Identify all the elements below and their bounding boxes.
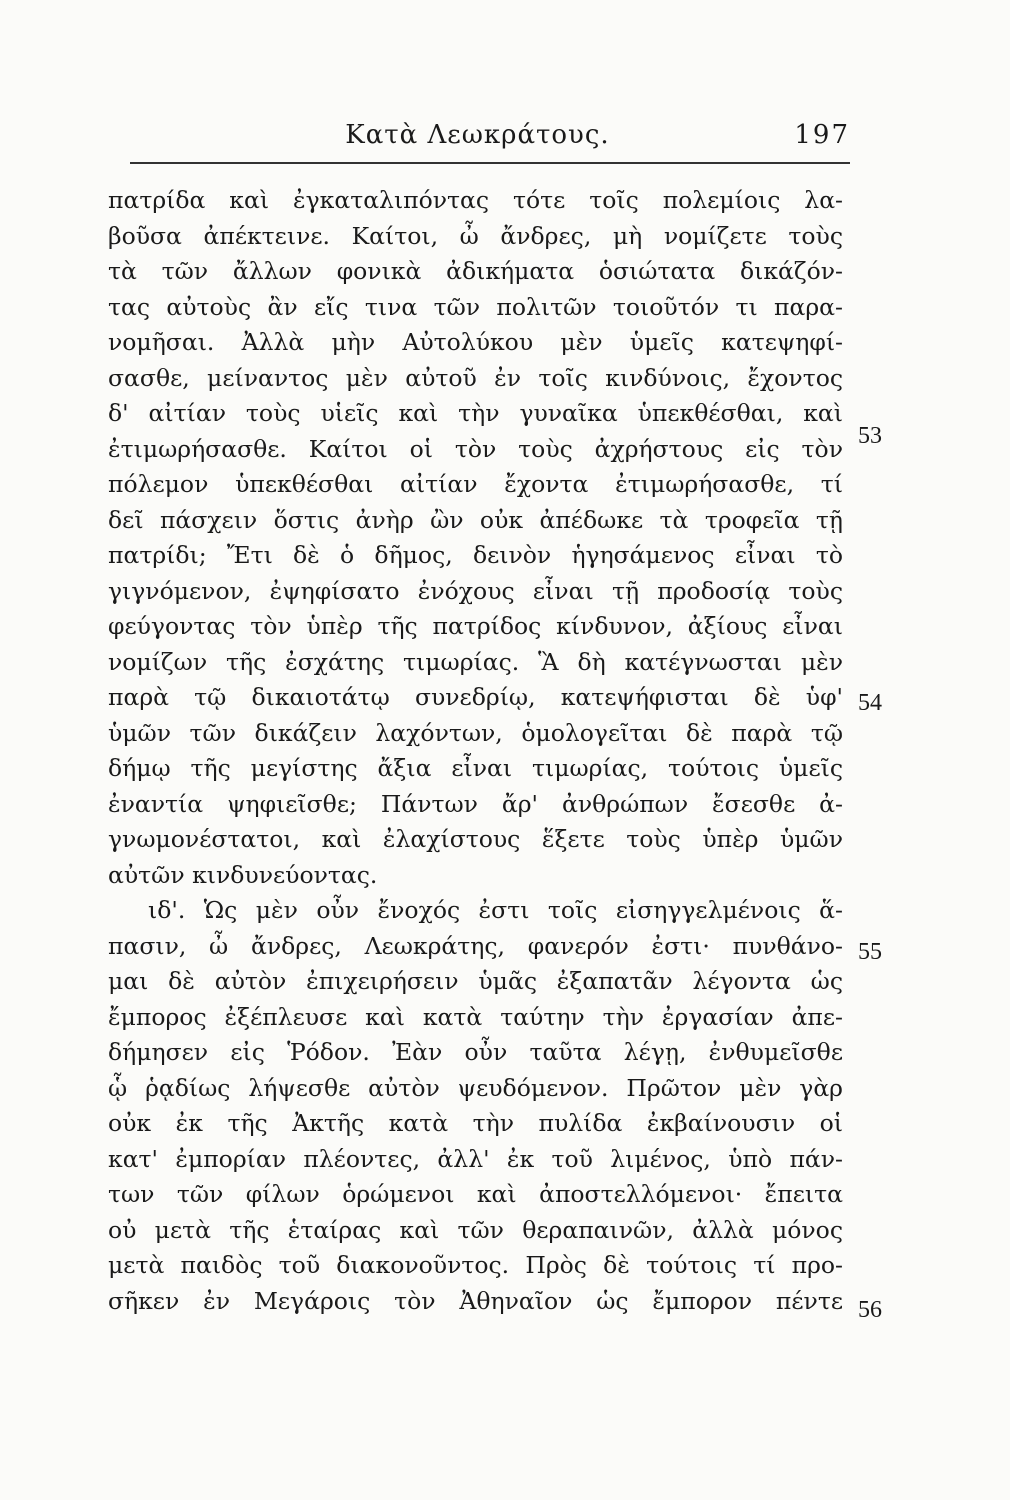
text-line: μετὰ παιδὸς τοῦ διακονοῦντος. Πρὸς δὲ τούτοις τί προ-	[108, 1251, 843, 1279]
text-line: δεῖ πάσχειν ὅστις ἀνὴρ ὢν οὐκ ἀπέδωκε τὰ τροφεῖα τῇ	[108, 505, 843, 534]
text-line: φεύγοντας τὸν ὑπὲρ τῆς πατρίδος κίνδυνον, ἀξίους εἶναι	[108, 612, 843, 640]
body-text	[108, 183, 843, 1319]
text-line: ἐναντία ψηφιεῖσθε; Πάντων ἄρ' ἀνθρώπων ἔσεσθε ἀ-	[108, 789, 843, 818]
text-line: κατ' ἐμπορίαν πλέοντες, ἀλλ' ἐκ τοῦ λιμένος, ὑπὸ πάν-	[108, 1144, 843, 1173]
running-header	[105, 120, 850, 160]
text-line: ᾧ ῥᾳδίως λήψεσθε αὐτὸν ψευδόμενον. Πρῶτον μὲν γὰρ	[108, 1073, 843, 1102]
section-number-56: 56	[858, 1297, 882, 1323]
section-number-54: 54	[858, 690, 882, 716]
text-line: νομῆσαι. Ἀλλὰ μὴν Αὐτολύκου μὲν ὑμεῖς κατεψηφί-	[108, 328, 843, 356]
text-line: πατρίδα καὶ ἐγκαταλιπόντας τότε τοῖς πολεμίοις λα-	[108, 186, 843, 214]
text-line: των τῶν φίλων ὁρώμενοι καὶ ἀποστελλόμενοι· ἔπειτα	[108, 1180, 843, 1208]
text-line: δήμησεν εἰς Ῥόδον. Ἐὰν οὖν ταῦτα λέγῃ, ἐνθυμεῖσθε	[108, 1038, 843, 1066]
text-line: γνωμονέστατοι, καὶ ἐλαχίστους ἕξετε τοὺς ὑπὲρ ὑμῶν	[108, 825, 843, 853]
text-line: ἔμπορος ἐξέπλευσε καὶ κατὰ ταύτην τὴν ἐργασίαν ἀπε-	[108, 1002, 843, 1031]
text-line: σῆκεν ἐν Μεγάροις τὸν Ἀθηναῖον ὡς ἔμπορον πέντε	[108, 1286, 843, 1315]
header-rule	[130, 162, 850, 164]
text-line: τὰ τῶν ἄλλων φονικὰ ἀδικήματα ὁσιώτατα δικάζόν-	[108, 257, 843, 285]
text-line: παρὰ τῷ δικαιοτάτῳ συνεδρίῳ, κατεψήφισται δὲ ὑφ'	[108, 683, 843, 711]
text-line: πασιν, ὦ ἄνδρες, Λεωκράτης, φανερόν ἐστι· πυνθάνο-	[108, 931, 843, 960]
text-line: πατρίδι; Ἔτι δὲ ὁ δῆμος, δεινὸν ἡγησάμενος εἶναι τὸ	[108, 541, 843, 569]
text-line: μαι δὲ αὐτὸν ἐπιχειρήσειν ὑμᾶς ἐξαπατᾶν λέγοντα ὡς	[108, 967, 843, 995]
page-number: 197	[794, 120, 850, 150]
text-line: σασθε, μείναντος μὲν αὐτοῦ ἐν τοῖς κινδύνοις, ἔχοντος	[108, 363, 843, 392]
text-line: βοῦσα ἀπέκτεινε. Καίτοι, ὦ ἄνδρες, μὴ νομίζετε τοὺς	[108, 221, 843, 250]
running-title: Κατὰ Λεωκράτους.	[345, 120, 610, 150]
text-line: οὐ μετὰ τῆς ἑταίρας καὶ τῶν θεραπαινῶν, ἀλλὰ μόνος	[108, 1215, 843, 1244]
text-line: τας αὐτοὺς ἂν εἴς τινα τῶν πολιτῶν τοιοῦτόν τι παρα-	[108, 292, 843, 321]
text-line: ἐτιμωρήσασθε. Καίτοι οἱ τὸν τοὺς ἀχρήστους εἰς τὸν	[108, 434, 843, 463]
text-line: πόλεμον ὑπεκθέσθαι αἰτίαν ἔχοντα ἐτιμωρήσασθε, τί	[108, 470, 843, 498]
section-number-55: 55	[858, 939, 882, 965]
text-line: οὐκ ἐκ τῆς Ἀκτῆς κατὰ τὴν πυλίδα ἐκβαίνουσιν οἱ	[108, 1109, 843, 1137]
text-line: ὑμῶν τῶν δικάζειν λαχόντων, ὁμολογεῖται δὲ παρὰ τῷ	[108, 718, 843, 747]
section-number-53: 53	[858, 423, 882, 449]
text-line: γιγνόμενον, ἐψηφίσατο ἐνόχους εἶναι τῇ προδοσίᾳ τοὺς	[108, 576, 843, 605]
text-line: νομίζων τῆς ἐσχάτης τιμωρίας. Ἃ δὴ κατέγνωσται μὲν	[108, 647, 843, 676]
text-line: αὐτῶν κινδυνεύοντας.	[108, 860, 378, 889]
text-line: δ' αἰτίαν τοὺς υἱεῖς καὶ τὴν γυναῖκα ὑπεκθέσθαι, καὶ	[108, 399, 843, 427]
text-line: δήμῳ τῆς μεγίστης ἄξια εἶναι τιμωρίας, τούτοις ὑμεῖς	[108, 754, 843, 782]
text-line: ιδ'. Ὡς μὲν οὖν ἔνοχός ἐστι τοῖς εἰσηγγελμένοις ἅ-	[148, 896, 843, 924]
